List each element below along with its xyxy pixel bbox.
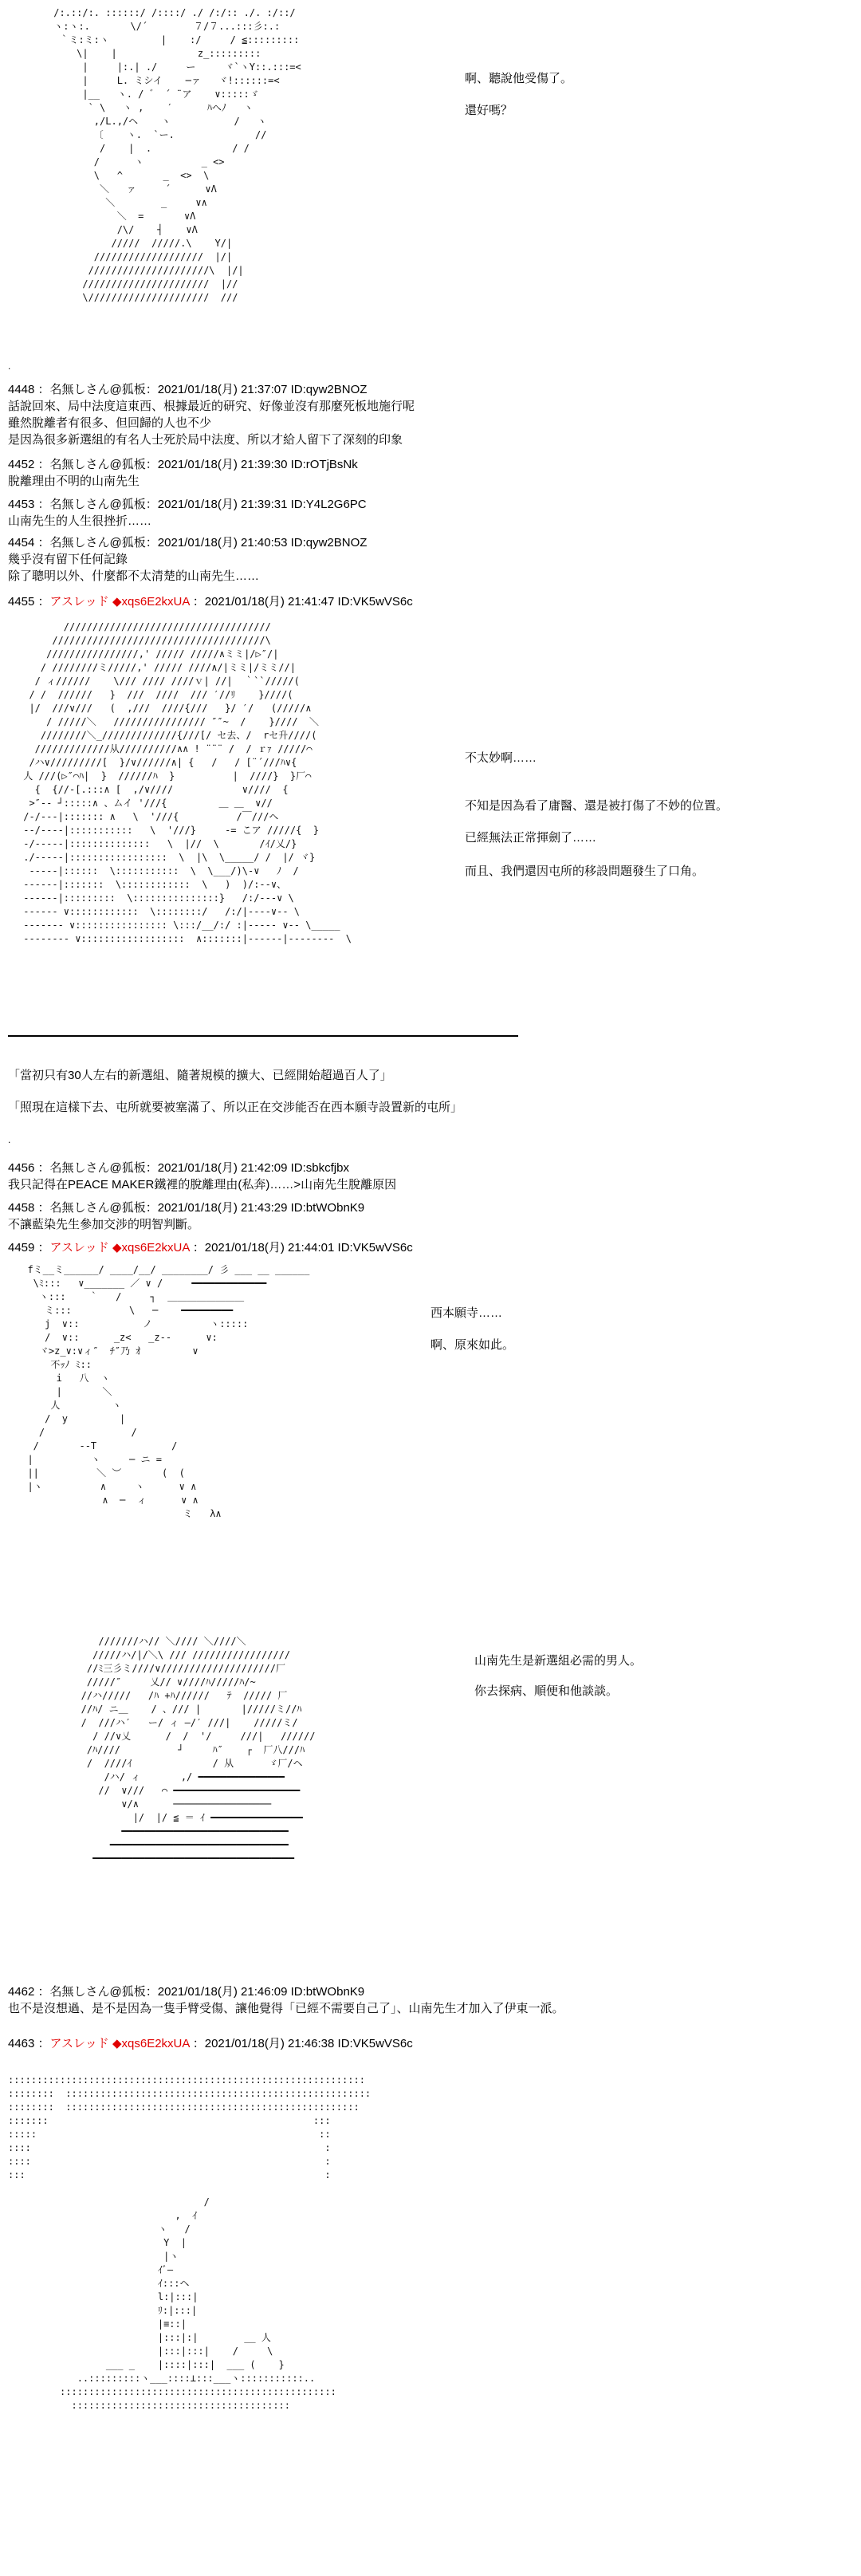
separator: ： xyxy=(145,458,158,471)
post-number[interactable]: 4462 xyxy=(8,1985,35,1999)
separator: ： xyxy=(34,458,50,471)
poster-id[interactable]: ID:VK5wVS6c xyxy=(337,1241,413,1255)
separator: ： xyxy=(192,595,205,609)
post-header xyxy=(8,1160,349,1176)
separator: ： xyxy=(145,1201,158,1215)
post-body-line: 山南先生的人生很挫折…… xyxy=(8,514,152,528)
dialogue-line: 山南先生是新選組必需的男人。 xyxy=(474,1654,643,1668)
post-body-line: 幾乎沒有留下任何記錄 xyxy=(8,553,128,566)
ascii-art-scene-2: //////////////////////////////////// /////////////////////////////////////\ ////////////////,' ///// /////∧ミミ|/▷″/| / ////////ミ/////,' ///// ////∧/|ミミ|/ミミ//| / ィ////// \/// //// ////ｖ| //| ｀``/////( / / ////// } /// //// /// ′//ﾘ }////( |/ ///∨/// ( ,/// ////{/// }/ ′/ (/////∧ / /////＼ //////////////// ″″~ / }//// ＼ ////////＼_/////////////{///[/ セ去、/ rセ升////( /////////////从//////////∧∧ ! ¨¨¨ / / ｒｧ /////⌒ /ハ∨/////////[ }/∨//////∧| { / / [¨´///ﾊ∨{ 人 ///(▷″⌒ﾊ| } //////ﾊ } | ////} }厂⌒ { {//-[.:::∧ [ ,/∨//// ∨//// { >″-- ┘:::::∧ 、ムイ '///{ ＿ ＿ ∨// /-/---|::::::: ∧ \ '///{ /￣///ヘ --/----|::::::::::: \ '///} -= こア /////{ } -/-----|:::::::::::::: \ |// \ /ｲ/乂/} ./-----|::::::::::::::::: \ |\ \_____/ / |/ ヾ} -----|:::::: \::::::::::: \ \___/)\-∨ ﾉ / ------|::::::: \:::::::::::: \ ) )/:--∨、 ------|::::::::: \:::::::::::::::} /:/---∨ \ ------ ∨:::::::::::: \::::::::/ /:/|----∨-- \ ------- ∨:::::::::::::::: \:::/__/:/ :|----- ∨-- \_____ -------- ∨:::::::::::::::::: ∧:::::::|------|-------- \ xyxy=(23,621,352,944)
post-body-line: 是因為很多新選組的有名人士死於局中法度、所以才給人留下了深刻的印象 xyxy=(8,433,403,447)
horizontal-divider xyxy=(8,1035,518,1037)
post-number[interactable]: 4452 xyxy=(8,458,35,471)
separator: ： xyxy=(34,536,50,549)
separator: ： xyxy=(145,1161,158,1175)
ascii-art-scene-5: :::::::::::::::::::::::::::::::::::::::::::::::::::::::::::::: :::::::: ::::::::::::::::::::::::::::::::::::::::::::::::::::: :::::::: ::::::::::::::::::::::::::::::::::::::::::::::::::: ::::::: ::: ::::: :: :::: : :::: : ::: : / , ｲ ヽ / Y | |ヽ ｲﾞ― ｲ:::ヘ l:|:::| ﾘ:|:::| |≡::| |:::|:| __ 人 |:::|:::| / \ ___ _ |::::|:::| ___ ( } ..:::::::::ヽ___::::⊥:::___ヽ:::::::::::.. :::::::::::::::::::::::::::::::::::::::::::::::: :::::::::::::::::::::::::::::::::::::: xyxy=(8,2074,372,2411)
post-date: 2021/01/18(月) 21:46:38 xyxy=(204,2037,335,2050)
post-date: 2021/01/18(月) 21:46:09 xyxy=(157,1985,288,1999)
post-body-line: 脫離理由不明的山南先生 xyxy=(8,475,140,488)
post-date: 2021/01/18(月) 21:42:09 xyxy=(157,1161,288,1175)
separator: ： xyxy=(34,498,50,511)
poster-trip: ◆xqs6E2kxUA xyxy=(112,2037,190,2050)
ascii-art-scene-3: fミ__ミ______/ ____/__/ ________/ 彡 ___ __ ______ \ﾐ::: ∨_______ ／ ∨ / ━━━━━━━━━━━━━ ヽ::: ｀ / ┐ ＿＿＿＿＿＿＿＿ ミ::: \ ─ ━━━━━━━━━ j ∨:: ノ ヽ::::: / ∨:: _z< _z-- ∨: ヾ>z_∨:∨ィ″ ﾁ″乃 ｵ ∨ 不ｯﾉ ﾐ:: i 八 ヽ | ＼ 人 ヽ / y | / / / --T / | ヽ ─ ニ = || ＼ ︶ ( ( |ヽ ∧ ヽ ∨ ∧ ∧ ─ ィ ∨ ∧ ミ λ∧ xyxy=(27,1264,310,1519)
post-header xyxy=(8,1199,364,1216)
post-date: 2021/01/18(月) 21:39:31 xyxy=(157,498,288,511)
dialogue-line: 已經無法正常揮劍了…… xyxy=(465,831,597,845)
separator: ： xyxy=(192,2037,205,2050)
poster-name: 名無しさん@狐板 xyxy=(49,536,146,549)
poster-name: 名無しさん@狐板 xyxy=(49,383,146,396)
poster-id[interactable]: ID:qyw2BNOZ xyxy=(290,383,368,396)
separator: ： xyxy=(145,536,158,549)
poster-name: 名無しさん@狐板 xyxy=(49,1161,146,1175)
poster-id[interactable]: ID:sbkcfjbx xyxy=(290,1161,349,1175)
post-header xyxy=(8,456,358,473)
poster-trip: ◆xqs6E2kxUA xyxy=(112,1241,190,1255)
post-number[interactable]: 4448 xyxy=(8,383,35,396)
post-date: 2021/01/18(月) 21:43:29 xyxy=(157,1201,288,1215)
separator: ： xyxy=(192,1241,205,1255)
narration-line: 「照現在這樣下去、屯所就要被塞滿了、所以正在交涉能否在西本願寺設置新的屯所」 xyxy=(8,1101,463,1114)
post-number[interactable]: 4453 xyxy=(8,498,35,511)
dialogue-line: 西本願寺…… xyxy=(431,1306,503,1320)
separator: ： xyxy=(34,383,50,396)
post-header xyxy=(8,534,367,551)
poster-id[interactable]: ID:btWObnK9 xyxy=(290,1201,365,1215)
poster-id[interactable]: ID:btWObnK9 xyxy=(290,1985,365,1999)
narration-line: 「當初只有30人左右的新選組、隨著規模的擴大、已經開始超過百人了」 xyxy=(8,1069,392,1082)
poster-name: アスレッド xyxy=(49,1241,109,1255)
poster-name: アスレッド xyxy=(49,595,109,609)
dialogue-line: 不知是因為看了庸醫、還是被打傷了不妙的位置。 xyxy=(465,799,729,813)
poster-id[interactable]: ID:VK5wVS6c xyxy=(337,2037,413,2050)
post-body-line: 雖然脫離者有很多、但回歸的人也不少 xyxy=(8,416,212,430)
separator: ： xyxy=(145,1985,158,1999)
post-date: 2021/01/18(月) 21:44:01 xyxy=(204,1241,335,1255)
post-number[interactable]: 4454 xyxy=(8,536,35,549)
post-number[interactable]: 4456 xyxy=(8,1161,35,1175)
dialogue-line: 你去探病、順便和他談談。 xyxy=(474,1684,619,1698)
poster-name: 名無しさん@狐板 xyxy=(49,458,146,471)
poster-name: アスレッド xyxy=(49,2037,109,2050)
post-header xyxy=(8,496,367,513)
dialogue-line: 還好嗎？ xyxy=(465,104,513,117)
post-body-line: 話說回來、局中法度這東西、根據最近的研究、好像並沒有那麼死板地施行呢 xyxy=(8,400,415,413)
ascii-art-scene-1: /:.::/:. ::::::/ /::::/ ./ /:/:: ./. :/::/ ヽ:ヽ:. \/´ ７/７...:::彡:.: ｀ミ:ミ:ヽ | :/ / ≦::::::::: \| | z_::::::::: | |:.| ./ ー ヾ`ヽY::.:::=< | L. ミシイ ─ァ ヾ!::::::=< |__ ヽ. / ゛ ´ ¨ア ∨:::::ゞ ` \ ヽ , ′ ﾊヘﾉ ヽ ,/L.,/ヘ ヽ / ヽ 〔 ヽ. `ー. // / | . / / / ヽ _ <> \ ^ _ <> \ ＼ ァ ´ ∨Λ ＼ _ ∨∧ ＼ = ∨Λ /\/ ┤ ∨Λ ///// /////.\ Y/| /////////////////// |/| /////////////////////\ |/| ////////////////////// |// \///////////////////// /// xyxy=(53,7,301,303)
post-number[interactable]: 4458 xyxy=(8,1201,35,1215)
poster-trip: ◆xqs6E2kxUA xyxy=(112,595,190,609)
dialogue-line: 啊、原來如此。 xyxy=(431,1338,515,1352)
poster-id[interactable]: ID:Y4L2G6PC xyxy=(290,498,367,511)
separator: ： xyxy=(34,1241,50,1255)
post-header xyxy=(8,2035,413,2052)
separator: ： xyxy=(34,1201,50,1215)
separator: ： xyxy=(34,2037,50,2050)
separator: ： xyxy=(34,595,50,609)
poster-name: 名無しさん@狐板 xyxy=(49,1985,146,1999)
post-header xyxy=(8,381,367,398)
poster-id[interactable]: ID:qyw2BNOZ xyxy=(290,536,368,549)
post-body-line: 不讓藍染先生參加交涉的明智判斷。 xyxy=(8,1218,200,1231)
poster-name: 名無しさん@狐板 xyxy=(49,1201,146,1215)
separator: ： xyxy=(34,1161,50,1175)
poster-id[interactable]: ID:VK5wVS6c xyxy=(337,595,413,609)
separator-dot: . xyxy=(8,1134,11,1145)
post-header xyxy=(8,593,413,610)
ascii-art-scene-4: ///////ハ// ＼//// ＼////＼ /////ハ/|/＼\ /// ///////////////// //ﾐ三彡ミ////∨////////////////////厂 /////″ 乂// ∨////ﾊ/////ﾊ/~ //ハ///// /ﾊ +ﾊ////// ﾃ ///// 厂 //ﾊ/ ニ＿ / 、/// | |/////ミ//ﾊ / ///ハ′ ー/ ィ ―/′ ///| /////ミ/ / //∨乂 / / '/ ///| ////// /ﾊ//// ┘ ﾊ″ ┌ 厂八///ﾊ / ////ｲ / 从 ゞ厂/ヘ /ハ/ ィ ,/ ━━━━━━━━━━━━━━━ // ∨/// ⌒ ━━━━━━━━━━━━━━━━━━━━━━ ∨/∧ ───────────────── |/ |/ ≦ ＝ ｲ ━━━━━━━━━━━━━━━━ ━━━━━━━━━━━━━━━━━━━━━━━━━━━━━ ━━━━━━━━━━━━━━━━━━━━━━━━━━━━━━━ ━━━━━━━━━━━━━━━━━━━━━━━━━━━━━━━━━━━ xyxy=(81,1636,316,1864)
dialogue-line: 啊、聽說他受傷了。 xyxy=(465,72,573,85)
post-number[interactable]: 4459 xyxy=(8,1241,35,1255)
separator: ： xyxy=(145,383,158,396)
post-date: 2021/01/18(月) 21:40:53 xyxy=(157,536,288,549)
separator-dot: . xyxy=(8,360,11,372)
dialogue-line: 而且、我們還因屯所的移設問題發生了口角。 xyxy=(465,865,705,878)
post-date: 2021/01/18(月) 21:39:30 xyxy=(157,458,288,471)
dialogue-line: 不太妙啊…… xyxy=(465,751,537,765)
post-header xyxy=(8,1239,413,1256)
poster-name: 名無しさん@狐板 xyxy=(49,498,146,511)
post-number[interactable]: 4463 xyxy=(8,2037,35,2050)
post-date: 2021/01/18(月) 21:37:07 xyxy=(157,383,288,396)
post-header xyxy=(8,1983,364,2000)
post-date: 2021/01/18(月) 21:41:47 xyxy=(204,595,335,609)
post-body-line: 除了聰明以外、什麼都不太清楚的山南先生…… xyxy=(8,569,260,583)
post-body-line: 我只記得在PEACE MAKER鐵裡的脫離理由(私奔)……>山南先生脫離原因 xyxy=(8,1178,397,1191)
separator: ： xyxy=(145,498,158,511)
post-number[interactable]: 4455 xyxy=(8,595,35,609)
poster-id[interactable]: ID:rOTjBsNk xyxy=(290,458,358,471)
post-body-line: 也不是沒想過、是不是因為一隻手臂受傷、讓他覺得「已經不需要自己了」、山南先生才加入了伊東一派。 xyxy=(8,2002,564,2015)
separator: ： xyxy=(34,1985,50,1999)
